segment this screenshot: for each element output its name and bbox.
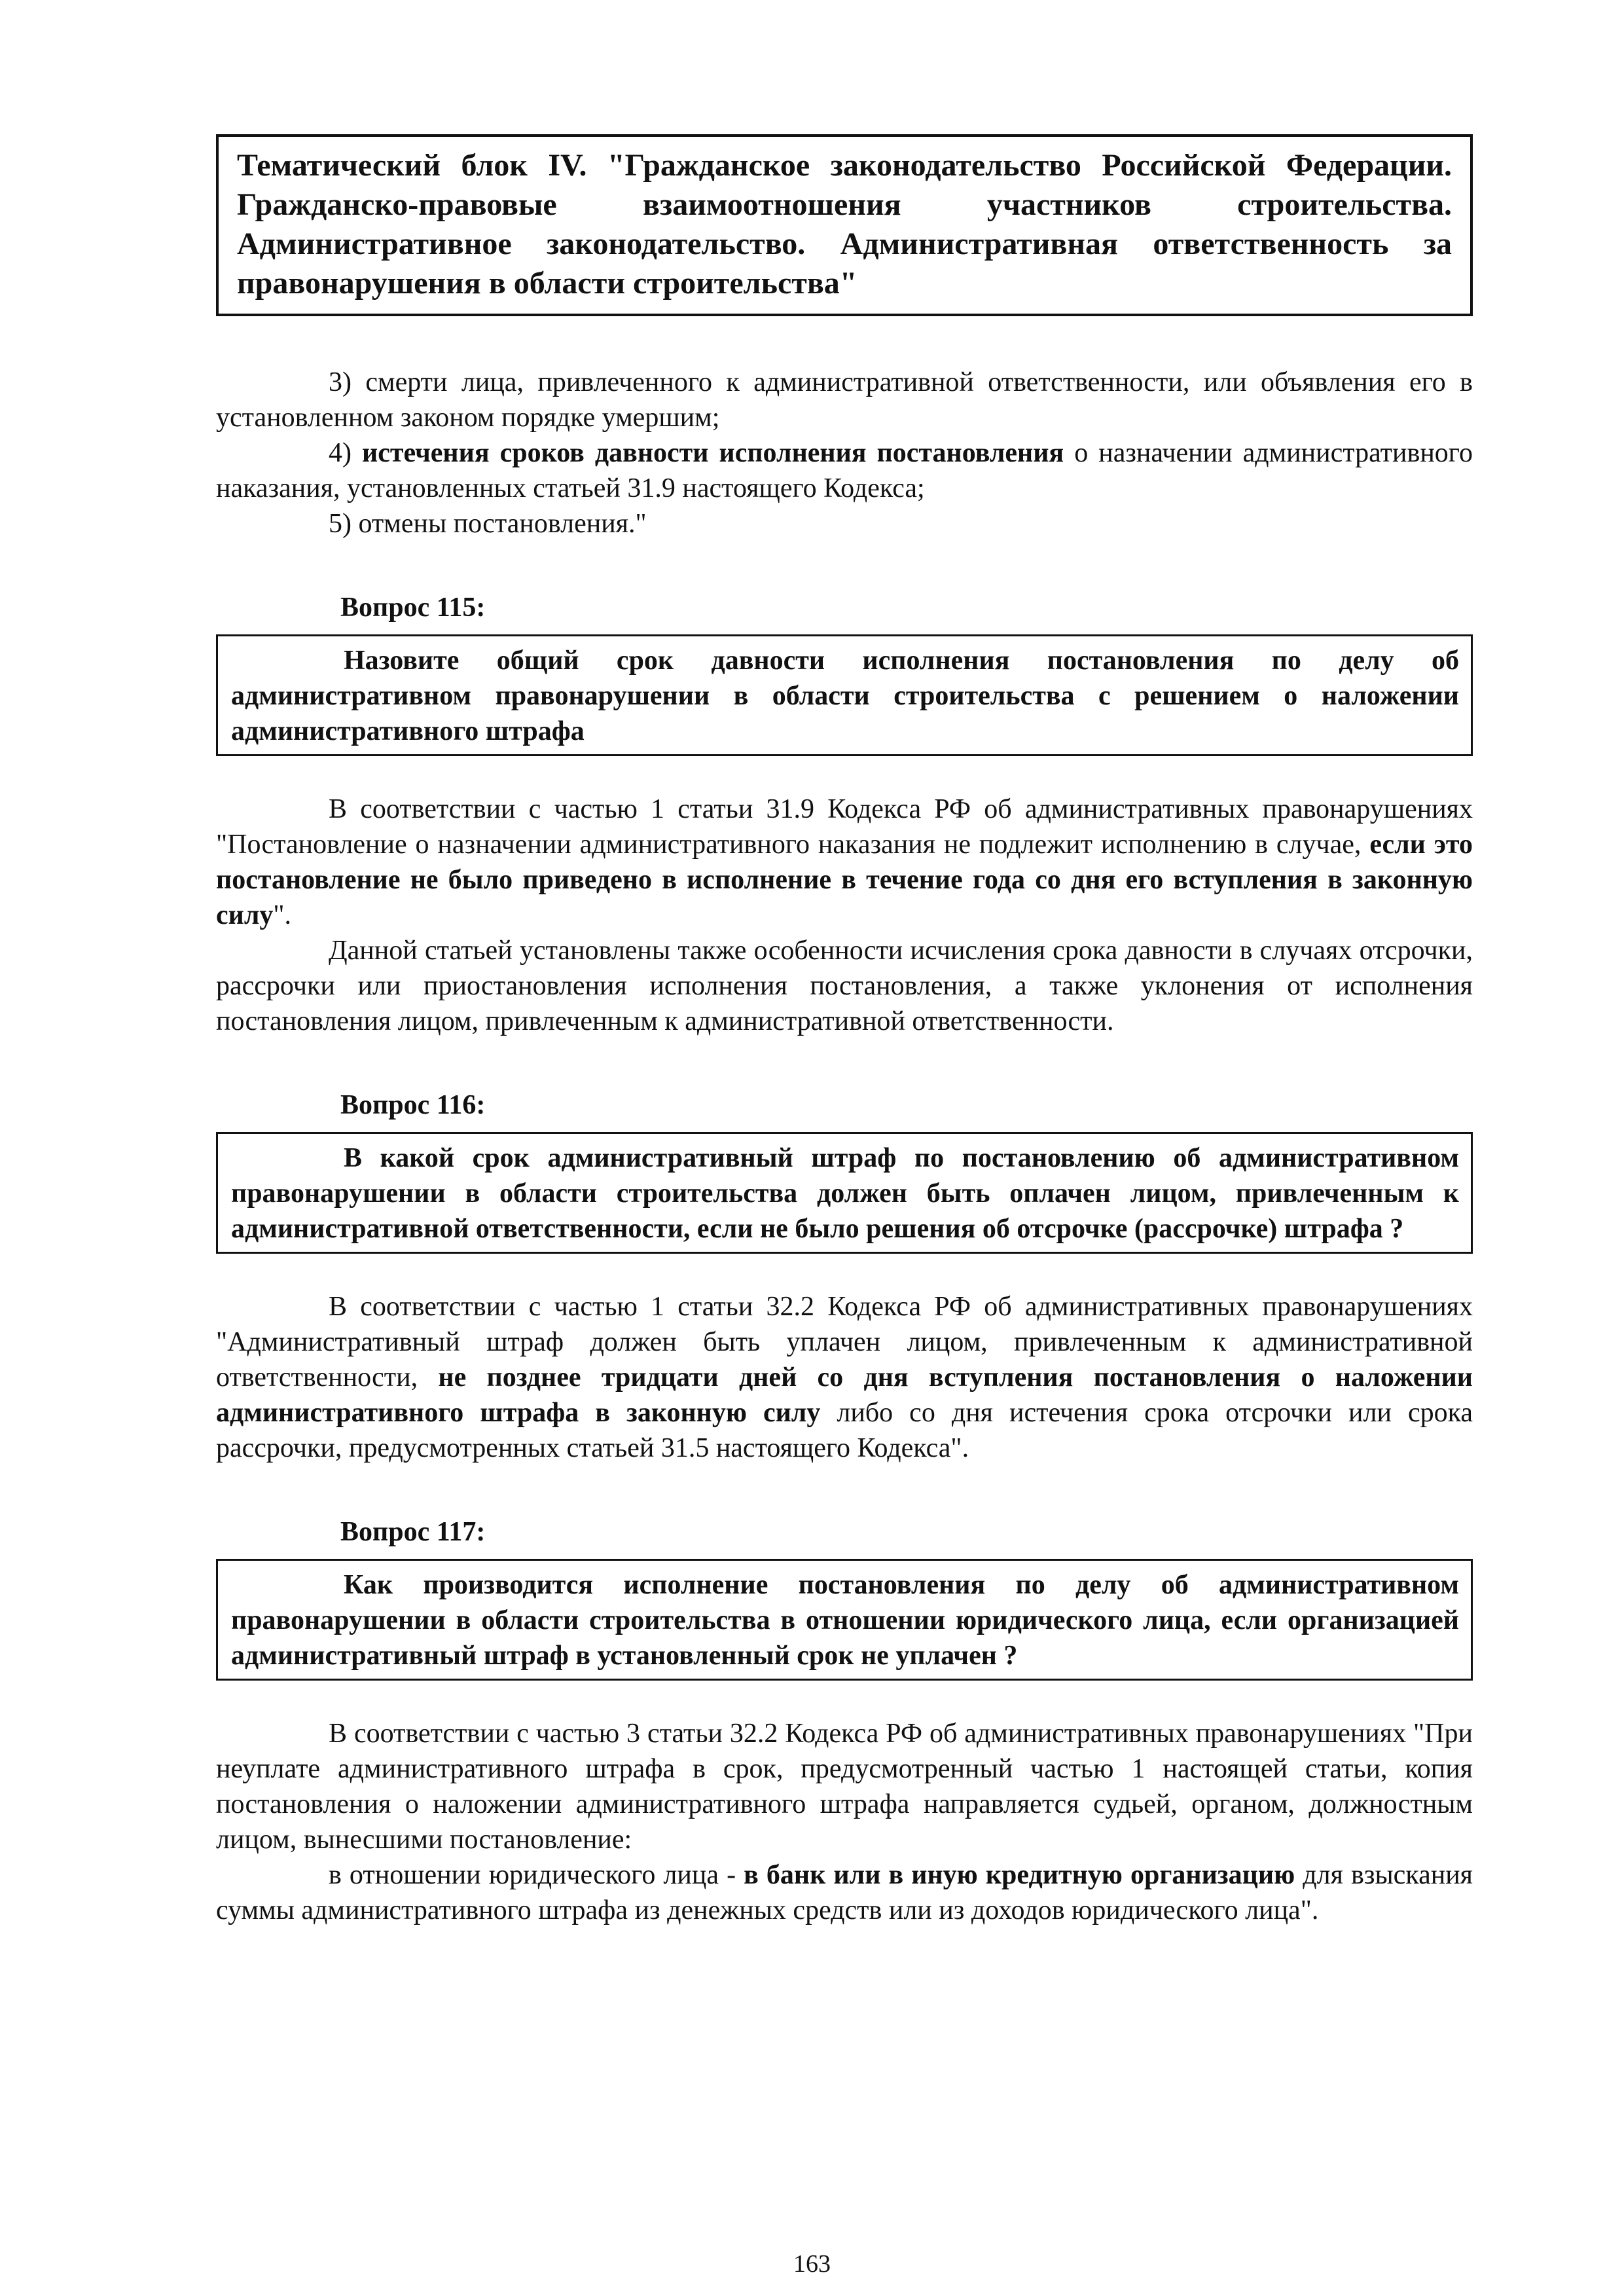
question-text-115: Назовите общий срок давности исполнения постановления по делу об административном правонарушении в области строительства с решением о наложении административного штрафа [231, 646, 1459, 746]
question-box-115 [216, 634, 1473, 756]
intro-item-4 [216, 435, 1473, 506]
answer-115 [216, 792, 1473, 1039]
document-body [216, 365, 1473, 1928]
question-heading-117: Вопрос 117: [340, 1517, 486, 1547]
answer-115-end: ". [273, 900, 292, 930]
intro-item-5: 5) отмены постановления." [329, 509, 647, 539]
answer-116-end: либо со дня истечения срока отсрочки или срока рассрочки, предусмотренных статьей 31.5 настоящего Кодекса". [216, 1398, 1473, 1463]
answer-115-paragraph-2: Данной статьей установлены также особенности исчисления срока давности в случаях отсрочки, рассрочки или приостановления исполнения постановления, а также уклонения от исполнения постановления лицом, привлеченным к административной ответственности. [216, 936, 1473, 1036]
answer-115-bold: если это постановление не было приведено в исполнение в течение года со дня его вступления в законную силу [216, 829, 1473, 930]
answer-115-text: В соответствии с частью 1 статьи 31.9 Кодекса РФ об административных правонарушениях "Постановление о назначении административного наказания не подлежит исполнению в случае, [216, 794, 1473, 860]
answer-115-paragraph-1 [216, 792, 1473, 933]
intro-item-4-rest: о назначении административного наказания, установленных статьей 31.9 настоящего Кодекса; [216, 438, 1473, 503]
answer-117 [216, 1716, 1473, 1928]
answer-116-paragraph-1 [216, 1289, 1473, 1466]
question-text-117: Как производится исполнение постановления по делу об административном правонарушении в области строительства в отношении юридического лица, если организацией административный штраф в установленный срок не уплачен ? [231, 1570, 1459, 1671]
question-box-116 [216, 1132, 1473, 1254]
question-heading-115: Вопрос 115: [340, 592, 486, 623]
page-number: 163 [793, 2250, 831, 2278]
answer-116 [216, 1289, 1473, 1466]
question-box-117 [216, 1559, 1473, 1681]
intro-item-4-prefix: 4) [329, 438, 363, 468]
document-page [216, 134, 1473, 1928]
question-text-116: В какой срок административный штраф по постановлению об административном правонарушении в области строительства должен быть оплачен лицом, привлеченным к административной ответственности, если не было решения об отсрочке (рассрочке) штрафа ? [231, 1143, 1459, 1244]
answer-117-bold: в банк или в иную кредитную организацию [744, 1860, 1295, 1890]
answer-117-paragraph-1: В соответствии с частью 3 статьи 32.2 Кодекса РФ об административных правонарушениях "При неуплате административного штрафа в срок, предусмотренный частью 1 настоящей статьи, копия постановления о наложении административного штрафа направляется судьей, органом, должностным лицом, вынесшими постановление: [216, 1719, 1473, 1855]
answer-117-text: в отношении юридического лица - [329, 1860, 744, 1890]
intro-item-3: 3) смерти лица, привлеченного к административной ответственности, или объявления его в установленном законом порядке умершим; [216, 367, 1473, 433]
answer-117-paragraph-2 [216, 1857, 1473, 1928]
answer-117-end: для взыскания суммы административного штрафа из денежных средств или из доходов юридического лица". [216, 1860, 1473, 1925]
answer-116-text: В соответствии с частью 1 статьи 32.2 Кодекса РФ об административных правонарушениях "Административный штраф должен быть уплачен лицом, привлеченным к административной ответственности, [216, 1292, 1473, 1393]
question-heading-116: Вопрос 116: [340, 1090, 486, 1120]
answer-116-bold: не позднее тридцати дней со дня вступления постановления о наложении административного штрафа в законную силу [216, 1362, 1473, 1428]
section-title-box [216, 134, 1473, 316]
section-title: Тематический блок IV. "Гражданское законодательство Российской Федерации. Гражданско-правовые взаимоотношения участников строительства. Административное законодательство. Административная ответственность за правонарушения в области строительства" [237, 148, 1452, 301]
intro-item-4-bold: истечения сроков давности исполнения постановления [362, 438, 1064, 468]
